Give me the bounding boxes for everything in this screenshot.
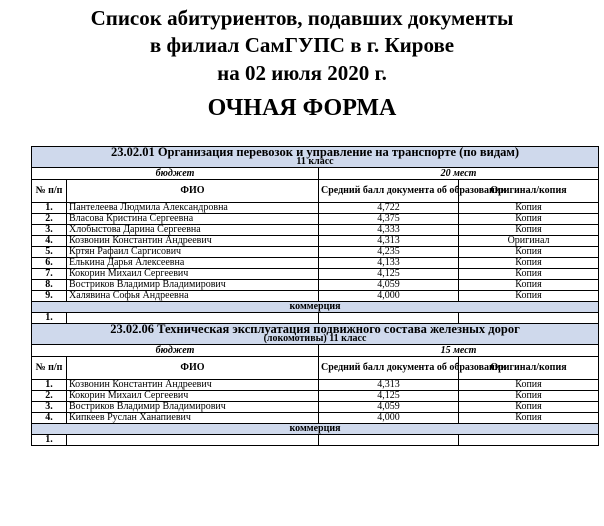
- applicant-name: Пантелеева Людмила Александровна: [67, 203, 319, 214]
- average-score: 4,313: [319, 236, 459, 247]
- table-row: [32, 391, 599, 402]
- budget-label: бюджет: [32, 168, 319, 180]
- table-row: [32, 402, 599, 413]
- average-score: 4,125: [319, 391, 459, 402]
- col-header-orig: Оригинал/копия: [459, 357, 599, 380]
- places-count: 20 мест: [319, 168, 599, 180]
- row-number: 1.: [32, 435, 67, 446]
- applicant-name: Кртян Рафаил Саргисович: [67, 247, 319, 258]
- page-title-date: на 02 июля 2020 г.: [217, 61, 387, 85]
- row-number: 5.: [32, 247, 67, 258]
- document-type: Оригинал: [459, 236, 599, 247]
- document-type: Копия: [459, 391, 599, 402]
- table-row: [32, 269, 599, 280]
- table-row: [32, 435, 599, 446]
- row-number: 1.: [32, 380, 67, 391]
- applicant-name: Кокорин Михаил Сергеевич: [67, 391, 319, 402]
- budget-row: [32, 345, 599, 357]
- applicant-name: Хлобыстова Дарина Сергеевна: [67, 225, 319, 236]
- col-header-name: ФИО: [67, 357, 319, 380]
- average-score: 4,000: [319, 413, 459, 424]
- row-number: 9.: [32, 291, 67, 302]
- places-count: 15 мест: [319, 345, 599, 357]
- table-row: [32, 214, 599, 225]
- table-row: [32, 247, 599, 258]
- row-number: 8.: [32, 280, 67, 291]
- commerce-row: [32, 424, 599, 435]
- empty-cell: [319, 435, 459, 446]
- document-type: Копия: [459, 258, 599, 269]
- average-score: 4,722: [319, 203, 459, 214]
- document-type: Копия: [459, 413, 599, 424]
- row-number: 3.: [32, 402, 67, 413]
- document-type: Копия: [459, 280, 599, 291]
- section-header: [32, 147, 599, 168]
- table-row: [32, 413, 599, 424]
- applicant-name: Кипкеев Руслан Ханапиевич: [67, 413, 319, 424]
- table-row: [32, 280, 599, 291]
- average-score: 4,333: [319, 225, 459, 236]
- section-title-cell: [32, 147, 599, 168]
- col-header-score: Средний балл документа об образовании: [319, 180, 459, 203]
- average-score: 4,059: [319, 280, 459, 291]
- row-number: 7.: [32, 269, 67, 280]
- row-number: 4.: [32, 413, 67, 424]
- document-type: Копия: [459, 247, 599, 258]
- applicant-name: Елькина Дарья Алексеевна: [67, 258, 319, 269]
- column-header-row: [32, 180, 599, 203]
- average-score: 4,375: [319, 214, 459, 225]
- table-row: [32, 380, 599, 391]
- col-header-orig: Оригинал/копия: [459, 180, 599, 203]
- empty-cell: [459, 435, 599, 446]
- table-row: [32, 291, 599, 302]
- section-subtitle: 11 класс: [296, 156, 334, 167]
- applicant-name: Козвонин Константин Андреевич: [67, 236, 319, 247]
- page-title-line2: в филиал СамГУПС в г. Кирове: [149, 33, 455, 57]
- applicant-name: Востриков Владимир Владимирович: [67, 402, 319, 413]
- applicant-name: Кокорин Михаил Сергеевич: [67, 269, 319, 280]
- applicant-name: Козвонин Константин Андреевич: [67, 380, 319, 391]
- average-score: 4,133: [319, 258, 459, 269]
- table-row: [32, 236, 599, 247]
- applicants-table: [31, 146, 599, 446]
- commerce-label: коммерция: [32, 302, 599, 313]
- section-header: [32, 324, 599, 345]
- document-type: Копия: [459, 291, 599, 302]
- average-score: 4,235: [319, 247, 459, 258]
- budget-label: бюджет: [32, 345, 319, 357]
- document-type: Копия: [459, 203, 599, 214]
- average-score: 4,125: [319, 269, 459, 280]
- row-number: 1.: [32, 313, 67, 324]
- table-row: [32, 203, 599, 214]
- applicant-name: Власова Кристина Сергеевна: [67, 214, 319, 225]
- section-title: 23.02.06 Техническая эксплуатация подвижного состава железных дорог: [110, 322, 520, 336]
- commerce-label: коммерция: [32, 424, 599, 435]
- table-row: [32, 225, 599, 236]
- section-title: 23.02.01 Организация перевозок и управление на транспорте (по видам): [110, 145, 520, 159]
- commerce-row: [32, 302, 599, 313]
- average-score: 4,059: [319, 402, 459, 413]
- document-type: Копия: [459, 269, 599, 280]
- page-title-line1: Список абитуриентов, подавших документы: [90, 6, 514, 30]
- table-row: [32, 258, 599, 269]
- applicant-name: Халявина Софья Андреевна: [67, 291, 319, 302]
- budget-row: [32, 168, 599, 180]
- applicant-name: Востриков Владимир Владимирович: [67, 280, 319, 291]
- row-number: 2.: [32, 391, 67, 402]
- column-header-row: [32, 357, 599, 380]
- document-type: Копия: [459, 225, 599, 236]
- col-header-score: Средний балл документа об образовании: [319, 357, 459, 380]
- col-header-num: № п/п: [32, 180, 67, 203]
- average-score: 4,313: [319, 380, 459, 391]
- empty-cell: [67, 435, 319, 446]
- document-type: Копия: [459, 402, 599, 413]
- row-number: 4.: [32, 236, 67, 247]
- row-number: 2.: [32, 214, 67, 225]
- col-header-name: ФИО: [67, 180, 319, 203]
- study-form-title: ОЧНАЯ ФОРМА: [207, 95, 397, 121]
- section-title-cell: [32, 324, 599, 345]
- row-number: 3.: [32, 225, 67, 236]
- document-type: Копия: [459, 380, 599, 391]
- document-type: Копия: [459, 214, 599, 225]
- row-number: 1.: [32, 203, 67, 214]
- col-header-num: № п/п: [32, 357, 67, 380]
- row-number: 6.: [32, 258, 67, 269]
- section-subtitle: (локомотивы) 11 класс: [263, 333, 367, 344]
- average-score: 4,000: [319, 291, 459, 302]
